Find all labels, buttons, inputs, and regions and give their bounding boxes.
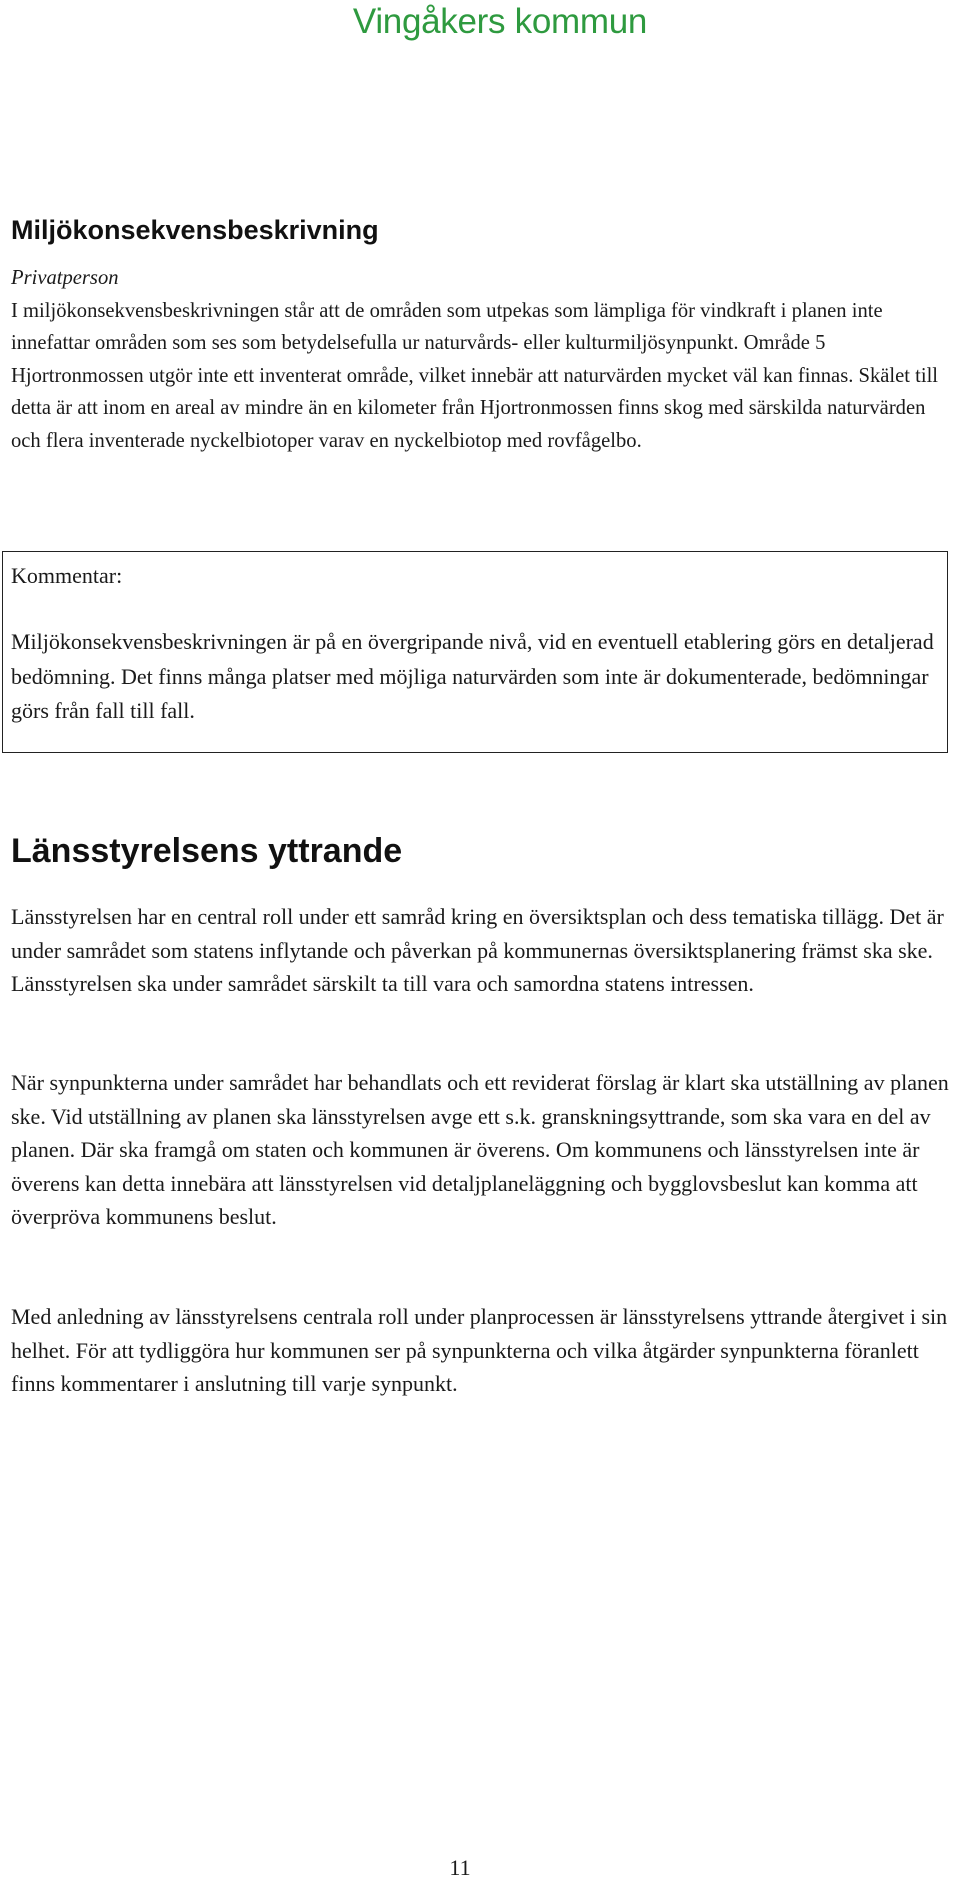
municipality-header: Vingåkers kommun [352,2,648,41]
lansstyrelsen-paragraph-3: Med anledning av länsstyrelsens centrala roll under planprocessen är länsstyrelsens yttrande återgivet i sin helhet. För att tydliggöra hur kommunen ser på synpunkterna och vilka åtgärder synpunkterna föranlett finns kommentarer i anslutning till varje synpunkt. [11,1304,948,1396]
lansstyrelsen-paragraph-1: Länsstyrelsen har en central roll under ett samråd kring en översiktsplan och dess tematiska tillägg. Det är under samrådet som statens inflytande och påverkan på kommunernas översiktsplanering främst ska ske. Länsstyrelsen ska under samrådet särskilt ta till vara och samordna statens intressen. [11,904,944,996]
comment-text: Miljökonsekvensbeskrivningen är på en övergripande nivå, vid en eventuell etablering görs en detaljerad bedömning. Det finns många platser med möjliga naturvärden som inte är dokumenterade, bedömningar görs från fall till fall. [11,629,934,723]
section-heading-mkb: Miljökonsekvensbeskrivning [11,215,379,245]
mkb-body [11,262,951,458]
page-number: 11 [449,1855,471,1880]
lansstyrelsen-paragraph-2: När synpunkterna under samrådet har behandlats och ett reviderat förslag är klart ska utställning av planen ske. Vid utställning av planen ska länsstyrelsen avge ett s.k. granskningsyttrande, som ska vara en del av planen. Där ska framgå om staten och kommunen är överens. Om kommunens och länsstyrelsen inte är överens kan detta innebära att länsstyrelsen vid detaljplaneläggning och bygglovsbeslut kan komma att överpröva kommunens beslut. [11,1070,949,1229]
mkb-text: I miljökonsekvensbeskrivningen står att de områden som utpekas som lämpliga för vindkraft i planen inte innefattar områden som ses som betydelsefulla ur naturvårds- eller kulturmiljösynpunkt. Område 5 Hjortronmossen utgör inte ett inventerat område, vilket innebär att naturvärden mycket väl kan finnas. Skälet till detta är att inom en areal av mindre än en kilometer från Hjortronmossen finns skog med särskilda naturvärden och flera inventerade nyckelbiotoper varav en nyckelbiotop med rovfågelbo. [11,299,939,452]
section-heading-lansstyrelsen: Länsstyrelsens yttrande [11,832,403,870]
comment-label: Kommentar: [11,563,123,588]
submitter-label: Privatperson [11,267,119,289]
